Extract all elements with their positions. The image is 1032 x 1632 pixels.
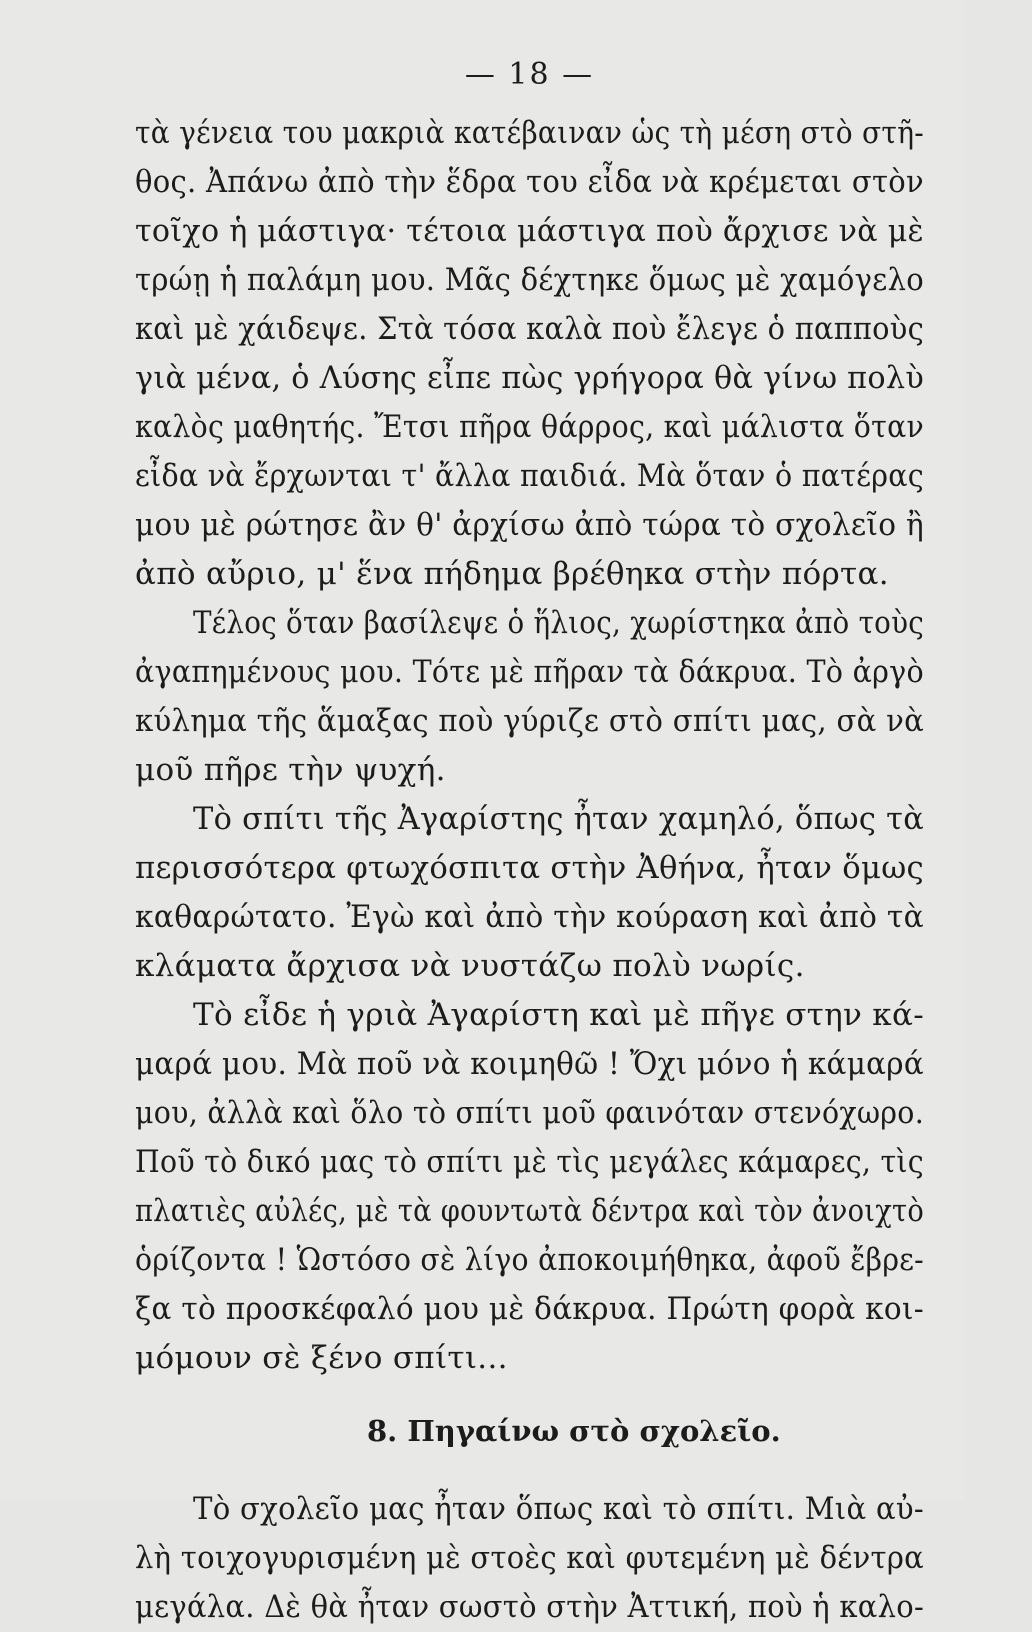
text-line: Τὸ εἶδε ἡ γριὰ Ἀγαρίστη καὶ μὲ πῆγε στην κά- <box>193 997 924 1033</box>
text-line: λὴ τοιχογυρισμένη μὲ στοὲς καὶ φυτεμένη μὲ δέντρα <box>135 1540 925 1576</box>
text-line: Τὸ σπίτι τῆς Ἀγαρίστης ἦταν χαμηλό, ὅπως τὰ <box>193 801 925 837</box>
section-heading: 8. Πηγαίνω στὸ σχολεῖο. <box>367 1414 781 1448</box>
text-line: Τέλος ὅταν βασίλεψε ὁ ἥλιος, χωρίστηκα ἀπὸ τοὺς <box>193 605 925 641</box>
paragraph-5 <box>135 1485 924 1632</box>
text-line: κύλημα τῆς ἅμαξας ποὺ γύριζε στὸ σπίτι μας, σὰ νὰ <box>135 703 925 739</box>
text-line: γιὰ μένα, ὁ Λύσης εἶπε πὼς γρήγορα θὰ γίνω πολὺ <box>135 360 925 396</box>
text-line: ἀπὸ αὔριο, μ' ἕνα πήδημα βρέθηκα στὴν πόρτα. <box>135 556 889 592</box>
text-line: τὰ γένεια του μακριὰ κατέβαιναν ὡς τὴ μέση στὸ στῆ- <box>135 115 924 151</box>
text-line: Τὸ σχολεῖο μας ἦταν ὅπως καὶ τὸ σπίτι. Μιὰ αὐ- <box>193 1491 924 1527</box>
text-line: μου, ἀλλὰ καὶ ὅλο τὸ σπίτι μοῦ φαινόταν στενόχωρο. <box>135 1095 925 1131</box>
page-number: — 18 — <box>464 57 595 92</box>
text-line: καὶ μὲ χάιδεψε. Στὰ τόσα καλὰ ποὺ ἔλεγε ὁ παπποὺς <box>135 311 925 347</box>
paragraph-3 <box>135 795 924 991</box>
text-line: περισσότερα φτωχόσπιτα στὴν Ἀθήνα, ἦταν ὅμως <box>135 850 925 886</box>
text-line: μόμουν σὲ ξένο σπίτι... <box>135 1340 508 1376</box>
text-line: μου μὲ ρώτησε ἂν θ' ἀρχίσω ἀπὸ τώρα τὸ σχολεῖο ἢ <box>135 507 924 543</box>
text-line: τρώῃ ἡ παλάμη μου. Μᾶς δέχτηκε ὅμως μὲ χαμόγελο <box>135 262 924 298</box>
text-line: μοῦ πῆρε τὴν ψυχή. <box>135 752 446 788</box>
text-line: καλὸς μαθητής. Ἔτσι πῆρα θάρρος, καὶ μάλιστα ὅταν <box>135 409 924 445</box>
text-line: καθαρώτατο. Ἐγὼ καὶ ἀπὸ τὴν κούραση καὶ ἀπὸ τὰ <box>135 899 925 935</box>
paragraph-1 <box>135 109 924 599</box>
paragraph-2 <box>135 599 924 795</box>
text-line: θος. Ἀπάνω ἀπὸ τὴν ἕδρα του εἶδα νὰ κρέμεται στὸν <box>135 164 924 200</box>
paragraph-4 <box>135 991 924 1383</box>
text-line: μεγάλα. Δὲ θὰ ἦταν σωστὸ στὴν Ἀττική, ποὺ ἡ καλο- <box>135 1589 925 1625</box>
text-line: κλάματα ἄρχισα νὰ νυστάζω πολὺ νωρίς. <box>135 948 805 984</box>
text-line: Ποῦ τὸ δικό μας τὸ σπίτι μὲ τὶς μεγάλες κάμαρες, τὶς <box>135 1144 924 1180</box>
text-line: μαρά μου. Μὰ ποῦ νὰ κοιμηθῶ ! Ὄχι μόνο ἡ κάμαρά <box>135 1046 924 1082</box>
text-line: πλατιὲς αὐλές, μὲ τὰ φουντωτὰ δέντρα καὶ τὸν ἀνοιχτὸ <box>135 1193 925 1229</box>
text-line: εἶδα νὰ ἔρχωνται τ' ἄλλα παιδιά. Μὰ ὅταν ὁ πατέρας <box>135 458 924 494</box>
text-line: ξα τὸ προσκέφαλό μου μὲ δάκρυα. Πρώτη φορὰ κοι- <box>135 1291 924 1327</box>
text-line: τοῖχο ἡ μάστιγα· τέτοια μάστιγα ποὺ ἄρχισε νὰ μὲ <box>135 213 924 249</box>
text-line: ὁρίζοντα ! Ὡστόσο σὲ λίγο ἀποκοιμήθηκα, ἀφοῦ ἔβρε- <box>135 1242 925 1278</box>
text-line: ἀγαπημένους μου. Τότε μὲ πῆραν τὰ δάκρυα. Τὸ ἀργὸ <box>135 654 924 690</box>
